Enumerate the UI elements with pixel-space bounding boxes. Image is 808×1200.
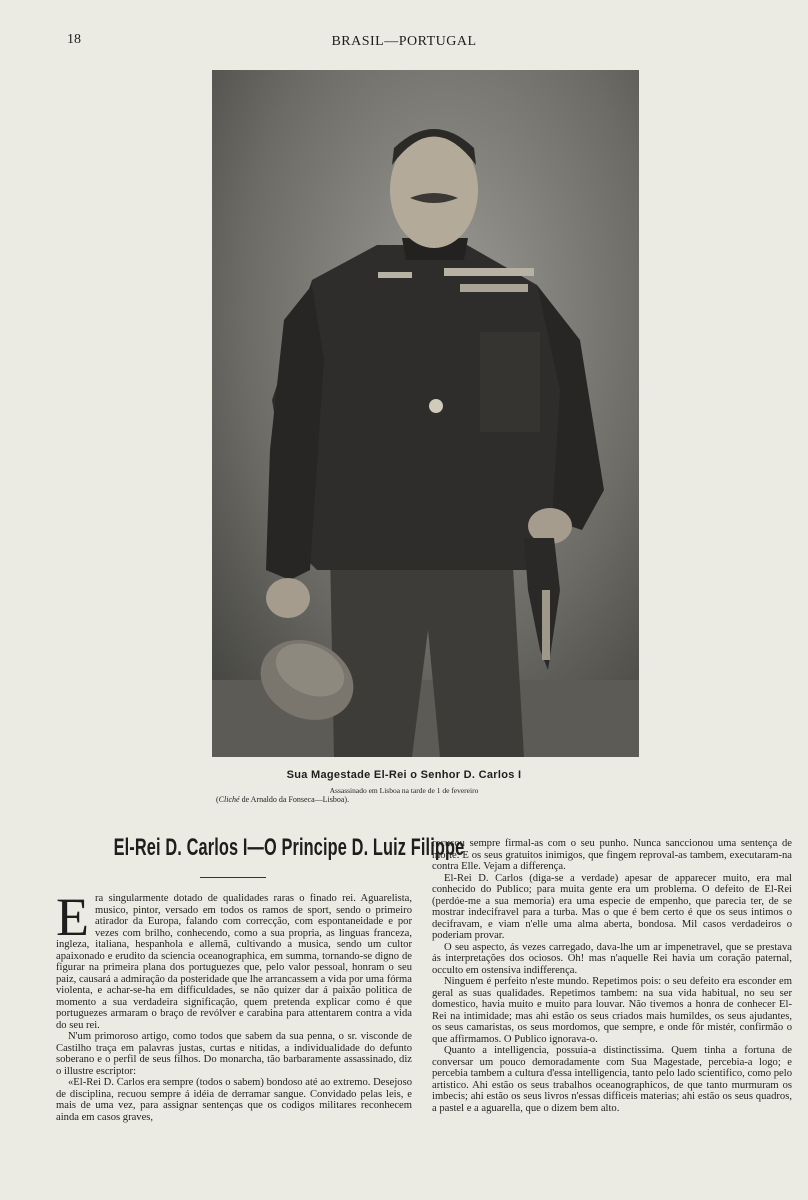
article-paragraph: Quanto a intelligencia, possuia-a distinctissima. Quem tinha a fortuna de conversar um pouco demoradamente com Sua Magestade, percebia-a logo; e percebia tambem a cultura d'essa intelligencia, tanto pelo lado scientifico, como pelo artistico. Ahi estão os seus trabalhos oceanographicos, de que tanto murmuram os imbecis; ahi estão os seus livros n'essas difficeis materias; ahi estão os seus quadros, a pastel e a aguarella, que o dizem bem alto.	[432, 1045, 792, 1114]
photo-caption-subtitle: Assassinado em Lisboa na tarde de 1 de fevereiro	[329, 786, 479, 795]
article-paragraph: El-Rei D. Carlos (diga-se a verdade) apesar de apparecer muito, era mal conhecido do Publico; para muita gente era um problema. O defeito de El-Rei (perdóe-me a sua memoria) era uma especie de empenho, que parecia ter, de se mostrar indecifravel para a turba. Mas o que é bem certo é que os seus intimos o decifravam, e viam n'elle uma alma aberta, bondosa. Mil casos verdadeiros o poderiam provar.	[432, 872, 792, 941]
article-title: El-Rei D. Carlos I—O Principe D. Luiz Filippe	[113, 834, 465, 861]
article-right-column	[432, 838, 792, 1114]
photo-caption-title: Sua Magestade El-Rei o Senhor D. Carlos I	[286, 769, 522, 781]
article-left-column	[56, 887, 412, 1123]
article-paragraph	[56, 887, 412, 1031]
article-paragraph: «El-Rei D. Carlos era sempre (todos o sabem) bondoso até ao extremo. Desejoso de disciplina, recuou sempre á idéia de derramar sangue. Convidado pelas leis, e mais de uma vez, para assignar sentenças que os codigos militares reconhecem ainda em casos graves,	[56, 1077, 412, 1123]
drop-cap: E	[56, 887, 89, 947]
title-rule	[200, 877, 266, 878]
article-paragraph: N'um primoroso artigo, como todos que sabem da sua penna, o sr. visconde de Castilho traça em palavras justas, curtas e nitidas, a individualidade do defunto soberano e o perfil de seus filhos. Do monarcha, tão barbaramente assassinado, diz o illustre escriptor:	[56, 1031, 412, 1077]
photo-credit: (Cliché de Arnaldo da Fonseca—Lisboa).	[216, 795, 350, 804]
portrait-photograph	[212, 70, 639, 757]
paragraph-text: ra singularmente dotado de qualidades raras o finado rei. Aguarelista, musico, pintor, versado em todos os ramos de sport, sendo o primeiro atirador da Europa, falando com correcção, com espontaneidade e por vezes com brilho, conhecendo, como a sua propria, as linguas franceza, ingleza, italiana, hespanhola e allemã, cultivando a musica, sendo um cultor apaixonado e erudito da sciencia oceanographica, em summa, tornando-se digno de figurar na primeira plana dos portuguezes que, pelo valor pessoal, honram o seu paiz, causará a admiração da posteridade que lhe arrancassem a vida por uma fórma violenta, e achar-se-ha em difficuldades, se não quizer dar á paixão politica de momento a sua verdadeira significação, quem pretenda explicar como é que portuguezes armaram o braço de revólver e carabina para attentarem contra a vida do seu rei.	[56, 893, 412, 1031]
page-number: 18	[67, 32, 81, 47]
photo-credit-text: de Arnaldo da Fonseca—Lisboa).	[241, 795, 350, 804]
article-paragraph: Ninguem é perfeito n'este mundo. Repetimos pois: o seu defeito era esconder em geral as suas qualidades. Repetimos tambem: na sua vida habitual, no seu ser domestico, havia muito e muito para louvar. Não tivemos a honra de conhecer El-Rei na intimidade; mas ahi estão os seus criados mais humildes, os seus ajudantes, os seus camaristas, os seus mordomos, que sempre, e onde fôr mistér, confirmão o que affirmamos. O Publico ignorava-o.	[432, 976, 792, 1045]
article-paragraph: recusou sempre firmal-as com o seu punho. Nunca sanccionou uma sentença de morte. E os seus gratuitos inimigos, que fingem reproval-as tambem, executaram-na contra Elle. Vejam a differença.	[432, 838, 792, 872]
running-head: BRASIL—PORTUGAL	[331, 34, 477, 49]
photo-credit-italic: Cliché	[218, 795, 240, 804]
article-paragraph: O seu aspecto, ás vezes carregado, dava-lhe um ar impenetravel, que se prestava ás interpretações dos ociosos. Oh! mas n'aquelle Rei havia um coração paternal, occulto em ostensiva indifferença.	[432, 941, 792, 976]
portrait-figure	[212, 70, 639, 757]
